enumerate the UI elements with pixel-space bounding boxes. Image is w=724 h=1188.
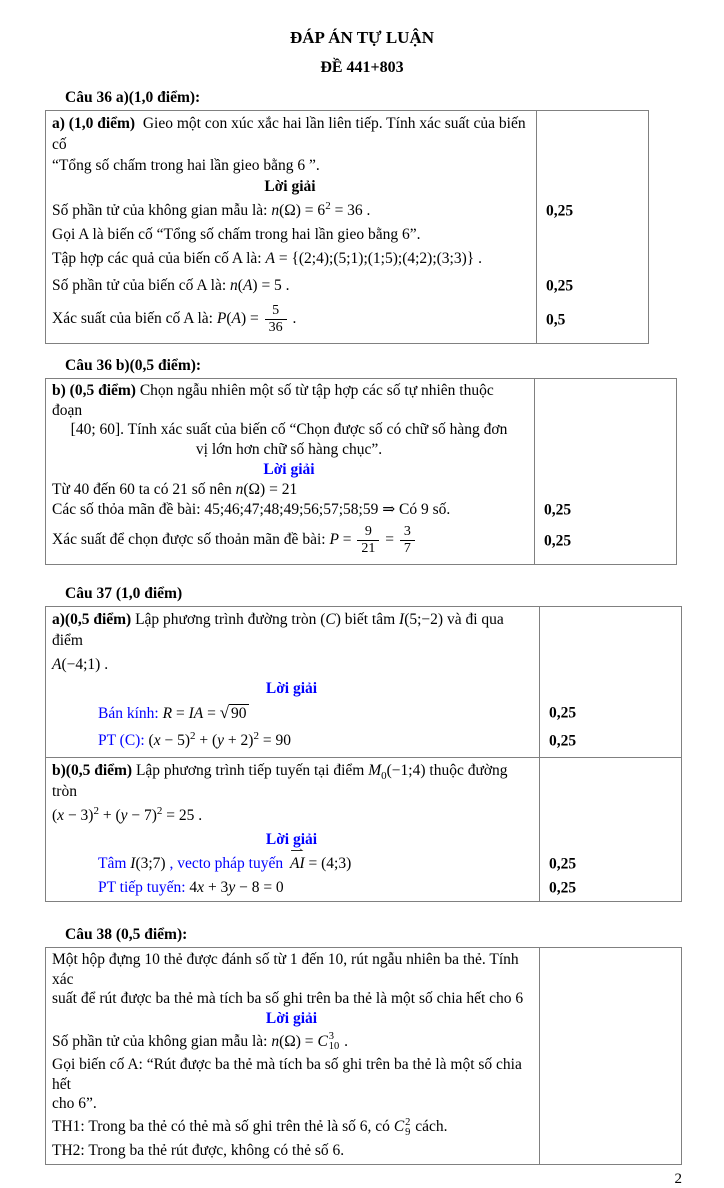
problem-statement-line: b) (0,5 điểm) Chọn ngẫu nhiên một số từ tập hợp các số tự nhiên thuộc đoạn (52, 382, 494, 419)
solution-line: Tâm I(3;7) , vecto pháp tuyến ⇀ AI = (4;3) 0,25 (46, 850, 539, 877)
solution-label: Lời giải (265, 1010, 318, 1027)
score-value: 0,25 (546, 202, 574, 219)
solution-line: PT tiếp tuyến: 4x + 3y − 8 = 0 0,25 (98, 879, 577, 896)
problem-statement-line: $(x - 3)^2 + (y - 7)^2 = 25$ . (52, 804, 203, 824)
table-row (46, 111, 648, 343)
question-heading-36b: Câu 36 b)(0,5 điểm): (65, 357, 202, 374)
solution-line: Số phần tử của không gian mẫu là: $n(\Omega) = 6^2 = 36$ . 0,25 (52, 199, 574, 219)
score-value: 0,25 (549, 704, 577, 722)
score-value: 0,25 (549, 732, 577, 749)
problem-statement-line: “Tổng số chấm trong hai lần gieo bằng 6 ”. (52, 157, 320, 174)
solution-line: Số phần tử của biến cố A là: n(A) = 5 . 0,25 (52, 277, 574, 294)
answer-table-36a (45, 110, 649, 344)
solution-label: Lời giải (265, 831, 318, 848)
solution-line: Xác suất của biến cố A là: P(A) = $\frac{5}{36}$ . 0,5 (52, 303, 566, 335)
problem-statement-line: b)(0,5 điểm) Lập phương trình tiếp tuyến tại điểm $M_0(-1;4)$ thuộc đường tròn (52, 762, 508, 800)
solution-line: TH1: Trong ba thẻ có thẻ mà số ghi trên thẻ là số 6, có C 2 9 cách. (52, 1116, 448, 1138)
solution-line: TH2: Trong ba thẻ rút được, không có thẻ số 6. (52, 1141, 345, 1159)
solution-label: Lời giải (263, 461, 315, 478)
problem-statement-line: suất để rút được ba thẻ mà tích ba số ghi trên ba thẻ là một số chia hết cho 6 (52, 990, 524, 1007)
solution-line: Tập hợp các quả của biến cố A là: A = {(2;4);(5;1);(1;5);(4;2);(3;3)} . (52, 250, 482, 267)
problem-statement-line: A(−4;1) . (52, 656, 109, 673)
problem-statement-line: vị lớn hơn chữ số hàng chục”. (195, 441, 383, 458)
score-value: 0,5 (546, 311, 566, 328)
answer-table-37 (45, 606, 682, 902)
score-value: 0,25 (549, 879, 577, 896)
problem-statement-line: a) (1,0 điểm) Gieo một con xúc xắc hai lần liên tiếp. Tính xác suất của biến cố (52, 115, 526, 153)
solution-line: Bán kính: R = IA = √ 90 0,25 (98, 703, 577, 722)
solution-line: Các số thỏa mãn đề bài: 45;46;47;48;49;56;57;58;59 ⇒ Có 9 số. 0,25 (52, 501, 572, 519)
score-value: 0,25 (544, 531, 572, 549)
document-title: ĐÁP ÁN TỰ LUẬN (289, 28, 435, 47)
question-heading-36a: Câu 36 a)(1,0 điểm): (65, 89, 201, 106)
table-row (46, 379, 676, 564)
question-heading-37: Câu 37 (1,0 điểm) (65, 585, 183, 602)
solution-label: Lời giải (265, 680, 318, 697)
solution-line: PT (C): $(x - 5)^2 + (y + 2)^2 = 90$ 0,25 (98, 729, 577, 749)
solution-line: Số phần tử của không gian mẫu là: n(Ω) = C 3 10 . (52, 1031, 349, 1053)
solution-line: cho 6”. (52, 1095, 97, 1113)
problem-statement-line: a)(0,5 điểm) Lập phương trình đường tròn (C) biết tâm I(5;−2) và đi qua điểm (52, 611, 504, 649)
table-row-37a (46, 607, 681, 757)
table-row (46, 948, 681, 1164)
page-number: 2 (674, 1170, 682, 1187)
answer-table-38 (45, 947, 682, 1165)
solution-line: Gọi biến cố A: “Rút được ba thẻ mà tích ba số ghi trên ba thẻ là một số chia hết (52, 1056, 522, 1093)
score-value: 0,25 (544, 501, 572, 519)
score-value: 0,25 (549, 855, 577, 872)
answer-table-36b (45, 378, 677, 565)
solution-line: Gọi A là biến cố “Tổng số chấm trong hai lần gieo bằng 6”. (52, 226, 421, 243)
problem-statement-line: [40; 60]. Tính xác suất của biến cố “Chọn được số có chữ số hàng đơn (70, 421, 508, 438)
score-value: 0,25 (546, 277, 574, 294)
solution-line: Từ 40 đến 60 ta có 21 số nên n(Ω) = 21 (52, 481, 298, 498)
table-row-37b (46, 757, 681, 901)
question-heading-38: Câu 38 (0,5 điểm): (65, 926, 188, 943)
solution-label: Lời giải (264, 178, 316, 195)
document-subtitle: ĐỀ 441+803 (320, 59, 404, 76)
problem-statement-line: Một hộp đựng 10 thẻ được đánh số từ 1 đến 10, rút ngẫu nhiên ba thẻ. Tính xác (52, 951, 519, 988)
solution-line: Xác suất để chọn được số thoản mãn đề bài: P = $\frac{9}{21}$ = $\frac{3}{7}$ 0,25 (52, 524, 572, 556)
